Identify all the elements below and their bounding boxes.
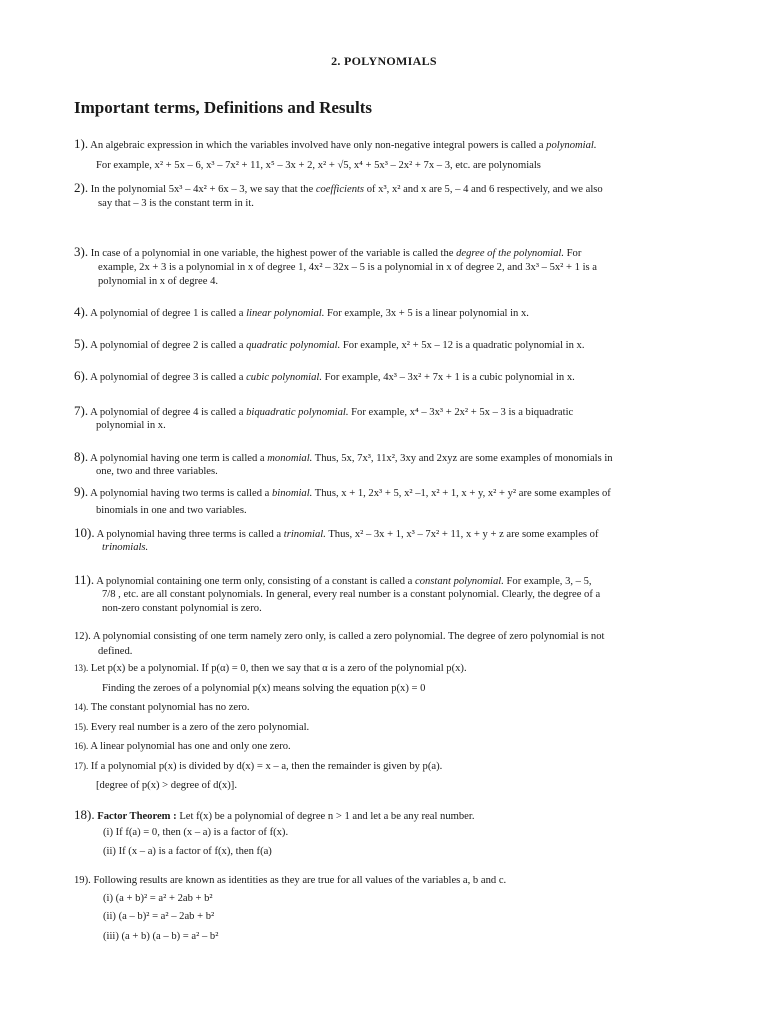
item-3-line-1: 3). In case of a polynomial in one variable, the highest power of the variable is called the degree of the polynomial. For — [74, 244, 582, 259]
item-number: 11). — [74, 572, 95, 587]
item-number: 18). — [74, 807, 95, 822]
item-number: 10). — [74, 525, 95, 540]
section-heading: Important terms, Definitions and Results — [74, 98, 372, 117]
item-number: 15). — [74, 722, 89, 732]
identity-3: (iii) (a + b) (a – b) = a² – b² — [103, 931, 219, 942]
item-14-line-1: 14). The constant polynomial has no zero. — [74, 702, 250, 713]
item-7-line-1: 7). A polynomial of degree 4 is called a biquadratic polynomial. For example, x⁴ – 3x³ + 2x² + 5x – 3 is a biquadratic — [74, 403, 574, 418]
item-number: 16). — [74, 741, 89, 751]
item-7-line-2: polynomial in x. — [96, 420, 166, 431]
page-title: 2. POLYNOMIALS — [331, 54, 437, 68]
item-9-line-1: 9). A polynomial having two terms is called a binomial. Thus, x + 1, 2x³ + 5, x² –1, x² + 1, x + y, x² + y² are some examples of — [74, 484, 611, 499]
emphasis: monomial. — [267, 453, 313, 464]
item-19-line-1: 19). Following results are known as identities as they are true for all values of the variables a, b and c. — [74, 875, 507, 886]
item-3-line-2: example, 2x + 3 is a polynomial in x of degree 1, 4x² – 32x – 5 is a polynomial in x of degree 2, and 3x³ – 5x² + 1 is a — [98, 262, 597, 273]
item-number: 13). — [74, 663, 89, 673]
item-number: 14). — [74, 702, 89, 712]
item-1-line-1: 1). An algebraic expression in which the variables involved have only non-negative integral powers is called a polynomial. — [74, 136, 597, 151]
item-17-line-1: 17). If a polynomial p(x) is divided by d(x) = x – a, then the remainder is given by p(a). — [74, 761, 443, 772]
item-number: 5). — [74, 336, 89, 351]
item-11-line-1: 11). A polynomial containing one term only, consisting of a constant is called a constant polynomial. For example, 3, – 5, — [74, 572, 592, 587]
emphasis: linear polynomial. — [246, 308, 325, 319]
item-number: 1). — [74, 136, 89, 151]
item-11-line-3: non-zero constant polynomial is zero. — [102, 603, 262, 614]
item-number: 8). — [74, 449, 89, 464]
item-18-line-1: 18). Factor Theorem : Let f(x) be a polynomial of degree n > 1 and let a be any real number. — [74, 807, 475, 822]
item-2-line-1: 2). In the polynomial 5x³ – 4x² + 6x – 3, we say that the coefficients of x³, x² and x are 5, – 4 and 6 respectively, and we also — [74, 180, 603, 195]
item-10-line-2 — [102, 541, 148, 554]
item-5-line-1: 5). A polynomial of degree 2 is called a quadratic polynomial. For example, x² + 5x – 12 is a quadratic polynomial in x. — [74, 336, 585, 351]
item-10-line-1: 10). A polynomial having three terms is called a trinomial. Thus, x² – 3x + 1, x³ – 7x² + 11, x + y + z are some examples of — [74, 525, 599, 540]
emphasis: coefficients — [315, 184, 365, 195]
emphasis: trinomials. — [102, 542, 149, 553]
identity-1: (i) (a + b)² = a² + 2ab + b² — [103, 893, 213, 904]
item-13-line-1: 13). Let p(x) be a polynomial. If p(α) = 0, then we say that α is a zero of the polynomial p(x). — [74, 663, 467, 674]
item-number: 4). — [74, 304, 89, 319]
item-2-line-2: say that – 3 is the constant term in it. — [98, 198, 254, 209]
item-13-line-2: Finding the zeroes of a polynomial p(x) means solving the equation p(x) = 0 — [102, 683, 426, 694]
item-number: 9). — [74, 484, 89, 499]
item-9-line-2: binomials in one and two variables. — [96, 505, 247, 516]
emphasis: binomial. — [272, 488, 313, 499]
item-number: 6). — [74, 368, 89, 383]
item-17-line-2: [degree of p(x) > degree of d(x)]. — [96, 780, 237, 791]
item-4-line-1: 4). A polynomial of degree 1 is called a linear polynomial. For example, 3x + 5 is a linear polynomial in x. — [74, 304, 529, 319]
item-1-line-2: For example, x² + 5x – 6, x³ – 7x² + 11, x⁵ – 3x + 2, x² + √5, x⁴ + 5x³ – 2x² + 7x – 3, etc. are polynomials — [96, 160, 541, 171]
identity-2: (ii) (a – b)² = a² – 2ab + b² — [103, 911, 215, 922]
item-number: 2). — [74, 180, 89, 195]
item-18-line-3: (ii) If (x – a) is a factor of f(x), then f(a) — [103, 846, 272, 857]
emphasis: trinomial. — [283, 529, 326, 540]
item-8-line-2: one, two and three variables. — [96, 466, 218, 477]
emphasis: degree of the polynomial. — [456, 248, 564, 259]
item-16-line-1: 16). A linear polynomial has one and only one zero. — [74, 741, 291, 752]
item-11-line-2: 7/8 , etc. are all constant polynomials. In general, every real number is a constant polynomial. Clearly, the degree of a — [102, 589, 601, 600]
item-number: 3). — [74, 244, 89, 259]
item-15-line-1: 15). Every real number is a zero of the zero polynomial. — [74, 722, 310, 733]
emphasis: constant polynomial. — [415, 576, 504, 587]
item-number: 12). — [74, 631, 91, 642]
theorem-label: Factor Theorem : — [97, 811, 177, 822]
emphasis: polynomial. — [546, 140, 597, 151]
item-12-line-2: defined. — [98, 646, 133, 657]
item-8-line-1: 8). A polynomial having one term is called a monomial. Thus, 5x, 7x³, 11x², 3xy and 2xyz are some examples of monomials in — [74, 449, 613, 464]
item-3-line-3: polynomial in x of degree 4. — [98, 276, 219, 287]
item-number: 17). — [74, 761, 89, 771]
emphasis: quadratic polynomial. — [246, 340, 341, 351]
item-18-line-2: (i) If f(a) = 0, then (x – a) is a factor of f(x). — [103, 827, 289, 838]
item-6-line-1: 6). A polynomial of degree 3 is called a cubic polynomial. For example, 4x³ – 3x² + 7x + 1 is a cubic polynomial in x. — [74, 368, 575, 383]
item-number: 7). — [74, 403, 89, 418]
emphasis: biquadratic polynomial. — [246, 407, 349, 418]
item-number: 19). — [74, 875, 91, 886]
emphasis: cubic polynomial. — [246, 372, 322, 383]
item-12-line-1: 12). A polynomial consisting of one term namely zero only, is called a zero polynomial. The degree of zero polynomial is not — [74, 631, 605, 642]
